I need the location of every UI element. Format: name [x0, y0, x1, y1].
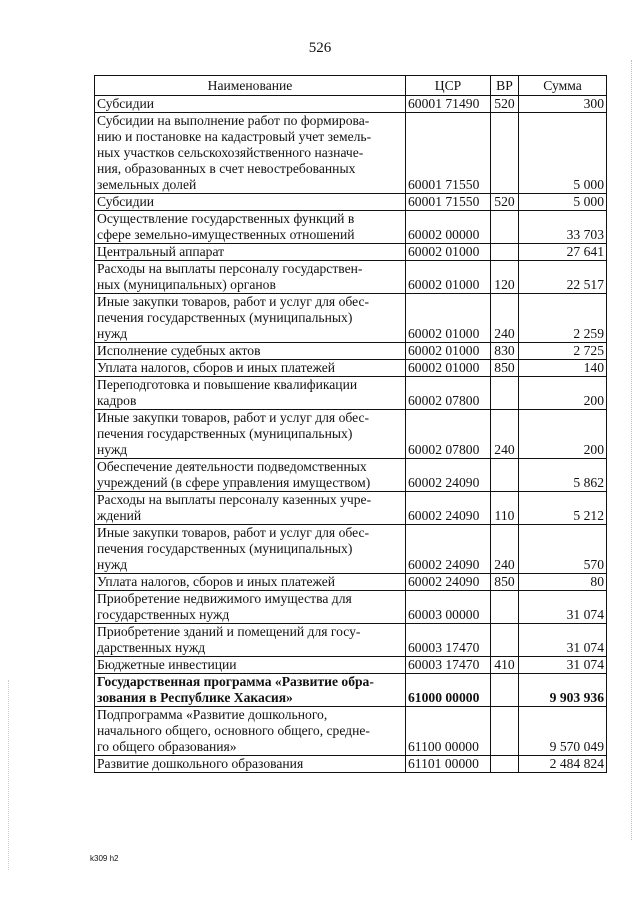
- row-sum: 2 259: [519, 294, 607, 343]
- row-code: 60002 24090: [406, 525, 491, 574]
- row-vr: 240: [491, 294, 519, 343]
- row-name-line: земельных долей: [97, 177, 197, 192]
- row-vr: 850: [491, 360, 519, 377]
- footer-code: k309 h2: [90, 854, 119, 863]
- row-vr: [491, 113, 519, 194]
- row-sum: 31 074: [519, 591, 607, 624]
- row-name-line: Субсидии: [97, 194, 155, 209]
- row-vr: [491, 591, 519, 624]
- row-sum: 200: [519, 410, 607, 459]
- row-code: 60002 24090: [406, 574, 491, 591]
- row-name-line: Обеспечение деятельности подведомственных: [97, 459, 367, 474]
- row-name-line: ждений: [97, 508, 142, 523]
- row-name-line: Расходы на выплаты персоналу казенных учре-: [97, 492, 372, 507]
- row-sum: 9 903 936: [519, 674, 607, 707]
- table-row: [95, 377, 607, 410]
- row-vr: 120: [491, 261, 519, 294]
- row-code: 61101 00000: [406, 756, 491, 773]
- row-vr: [491, 624, 519, 657]
- row-sum: 2 725: [519, 343, 607, 360]
- row-code: 60002 00000: [406, 211, 491, 244]
- row-name-line: печения государственных (муниципальных): [97, 426, 353, 441]
- row-sum: 570: [519, 525, 607, 574]
- row-name-line: Иные закупки товаров, работ и услуг для обес-: [97, 410, 370, 425]
- row-name: [95, 459, 406, 492]
- row-name-line: Уплата налогов, сборов и иных платежей: [97, 360, 336, 375]
- row-name: [95, 492, 406, 525]
- row-name-line: зования в Республике Хакасия»: [97, 690, 293, 705]
- table-row: [95, 756, 607, 773]
- row-sum: 5 000: [519, 194, 607, 211]
- table-row: [95, 96, 607, 113]
- row-name-line: нужд: [97, 326, 128, 341]
- row-sum: 300: [519, 96, 607, 113]
- row-sum: 5 862: [519, 459, 607, 492]
- row-name-line: Государственная программа «Развитие обра-: [97, 674, 374, 689]
- row-code: 60002 07800: [406, 410, 491, 459]
- row-sum: 31 074: [519, 657, 607, 674]
- row-name: [95, 194, 406, 211]
- row-vr: 520: [491, 194, 519, 211]
- row-name-line: учреждений (в сфере управления имуществом): [97, 475, 371, 490]
- row-name-line: Субсидии на выполнение работ по формирова-: [97, 113, 370, 128]
- table-row: [95, 261, 607, 294]
- table-row: [95, 492, 607, 525]
- row-name: [95, 113, 406, 194]
- row-name-line: ния, образованных в счет невостребованных: [97, 161, 356, 176]
- row-code: 60002 07800: [406, 377, 491, 410]
- row-name-line: печения государственных (муниципальных): [97, 541, 353, 556]
- table-row: [95, 294, 607, 343]
- row-sum: 31 074: [519, 624, 607, 657]
- row-vr: 830: [491, 343, 519, 360]
- row-name: [95, 343, 406, 360]
- row-name-line: ных участков сельскохозяйственного назначе-: [97, 145, 364, 160]
- row-vr: [491, 459, 519, 492]
- row-name-line: сфере земельно-имущественных отношений: [97, 227, 355, 242]
- table-row: [95, 360, 607, 377]
- header-code: ЦСР: [406, 76, 491, 96]
- row-sum: 5 000: [519, 113, 607, 194]
- row-code: 60002 01000: [406, 294, 491, 343]
- table-row: [95, 525, 607, 574]
- row-name-line: Субсидии: [97, 96, 155, 111]
- row-sum: 5 212: [519, 492, 607, 525]
- row-code: 60002 01000: [406, 244, 491, 261]
- table-row: [95, 343, 607, 360]
- table-row: [95, 657, 607, 674]
- row-sum: 80: [519, 574, 607, 591]
- row-code: 60003 17470: [406, 657, 491, 674]
- row-code: 60002 24090: [406, 459, 491, 492]
- row-name-line: нужд: [97, 557, 128, 572]
- row-sum: 2 484 824: [519, 756, 607, 773]
- row-name-line: Развитие дошкольного образования: [97, 756, 304, 771]
- row-code: 60002 01000: [406, 261, 491, 294]
- row-name-line: нужд: [97, 442, 128, 457]
- row-vr: 240: [491, 525, 519, 574]
- row-name-line: Переподготовка и повышение квалификации: [97, 377, 358, 392]
- row-name-line: Приобретение зданий и помещений для госу-: [97, 624, 361, 639]
- row-name: [95, 574, 406, 591]
- row-sum: 200: [519, 377, 607, 410]
- row-name: [95, 211, 406, 244]
- row-name-line: го общего образования»: [97, 739, 237, 754]
- row-sum: 140: [519, 360, 607, 377]
- row-name-line: Иные закупки товаров, работ и услуг для обес-: [97, 294, 370, 309]
- row-code: 61000 00000: [406, 674, 491, 707]
- row-vr: [491, 377, 519, 410]
- row-name-line: Расходы на выплаты персоналу государствен-: [97, 261, 363, 276]
- table-row: [95, 194, 607, 211]
- row-vr: 110: [491, 492, 519, 525]
- header-vr: ВР: [491, 76, 519, 96]
- budget-table: [94, 75, 607, 773]
- row-name-line: Подпрограмма «Развитие дошкольного,: [97, 707, 328, 722]
- row-name: [95, 377, 406, 410]
- row-name-line: нию и постановке на кадастровый учет земель-: [97, 129, 372, 144]
- table-row: [95, 113, 607, 194]
- row-name-line: Исполнение судебных актов: [97, 343, 261, 358]
- row-code: 60002 01000: [406, 343, 491, 360]
- row-name-line: Осуществление государственных функций в: [97, 211, 355, 226]
- row-name: [95, 756, 406, 773]
- table-row: [95, 674, 607, 707]
- row-name-line: начального общего, основного общего, средне-: [97, 723, 370, 738]
- table-row: [95, 707, 607, 756]
- row-vr: 520: [491, 96, 519, 113]
- header-name: Наименование: [95, 76, 406, 96]
- row-vr: [491, 211, 519, 244]
- row-name-line: дарственных нужд: [97, 640, 206, 655]
- row-name: [95, 244, 406, 261]
- row-name-line: печения государственных (муниципальных): [97, 310, 353, 325]
- row-name-line: Бюджетные инвестиции: [97, 657, 237, 672]
- row-name-line: ных (муниципальных) органов: [97, 277, 276, 292]
- table-row: [95, 211, 607, 244]
- table-row: [95, 624, 607, 657]
- row-code: 60003 00000: [406, 591, 491, 624]
- row-name: [95, 624, 406, 657]
- row-code: 61100 00000: [406, 707, 491, 756]
- row-code: 60003 17470: [406, 624, 491, 657]
- row-sum: 9 570 049: [519, 707, 607, 756]
- row-name: [95, 96, 406, 113]
- scan-margin-dots: [630, 60, 632, 840]
- row-name: [95, 674, 406, 707]
- row-code: 60001 71490: [406, 96, 491, 113]
- row-name: [95, 261, 406, 294]
- row-vr: [491, 674, 519, 707]
- row-name: [95, 657, 406, 674]
- scan-margin-dots-left: [8, 680, 10, 870]
- row-name: [95, 360, 406, 377]
- row-code: 60001 71550: [406, 194, 491, 211]
- row-name-line: кадров: [97, 393, 137, 408]
- row-name-line: Иные закупки товаров, работ и услуг для обес-: [97, 525, 370, 540]
- row-code: 60002 01000: [406, 360, 491, 377]
- row-vr: 240: [491, 410, 519, 459]
- row-name-line: государственных нужд: [97, 607, 230, 622]
- row-name: [95, 410, 406, 459]
- row-sum: 33 703: [519, 211, 607, 244]
- table-row: [95, 591, 607, 624]
- row-name: [95, 525, 406, 574]
- row-name-line: Центральный аппарат: [97, 244, 225, 259]
- row-vr: 850: [491, 574, 519, 591]
- row-name-line: Приобретение недвижимого имущества для: [97, 591, 352, 606]
- row-code: 60001 71550: [406, 113, 491, 194]
- row-vr: 410: [491, 657, 519, 674]
- row-name: [95, 707, 406, 756]
- table-header-row: [95, 76, 607, 96]
- row-sum: 22 517: [519, 261, 607, 294]
- row-vr: [491, 756, 519, 773]
- page-number: 526: [308, 40, 332, 56]
- row-name-line: Уплата налогов, сборов и иных платежей: [97, 574, 336, 589]
- row-sum: 27 641: [519, 244, 607, 261]
- table-row: [95, 459, 607, 492]
- table-row: [95, 574, 607, 591]
- header-sum: Сумма: [519, 76, 607, 96]
- table-body: [95, 96, 607, 773]
- table-row: [95, 244, 607, 261]
- row-vr: [491, 244, 519, 261]
- row-name: [95, 591, 406, 624]
- row-vr: [491, 707, 519, 756]
- table-row: [95, 410, 607, 459]
- row-name: [95, 294, 406, 343]
- row-code: 60002 24090: [406, 492, 491, 525]
